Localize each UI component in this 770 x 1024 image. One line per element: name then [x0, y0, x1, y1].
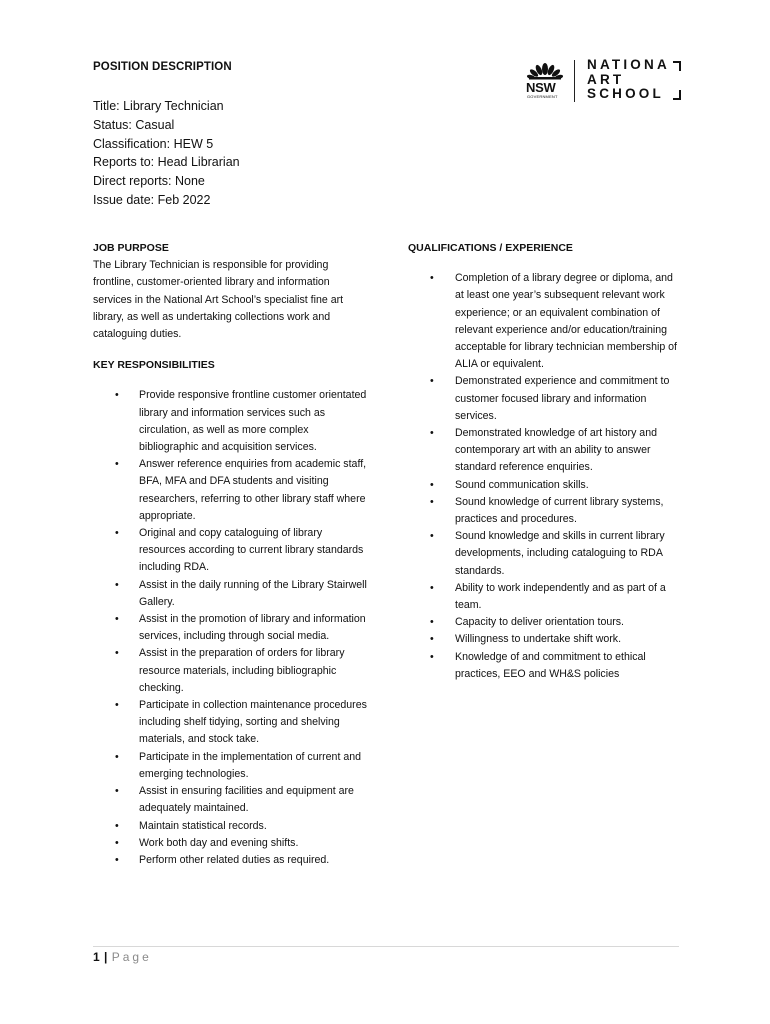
responsibility-item	[93, 749, 368, 783]
qualification-item	[408, 425, 678, 477]
bullet-icon: •	[115, 458, 119, 471]
nas-line-3: SCHOOL	[587, 86, 664, 101]
qualifications-heading: QUALIFICATIONS / EXPERIENCE	[408, 242, 573, 254]
bullet-icon: •	[115, 785, 119, 798]
footer	[93, 950, 152, 964]
left-column	[93, 240, 368, 869]
bullet-icon: •	[430, 272, 434, 285]
page-number: 1	[93, 950, 101, 964]
meta-classification: Classification: HEW 5	[93, 136, 214, 151]
responsibility-item-text: Assist in the promotion of library and information services, including through social media.	[139, 613, 366, 643]
qualification-item	[408, 373, 678, 425]
qualification-item-text: Sound communication skills.	[455, 478, 589, 491]
footer-divider	[93, 946, 679, 947]
qualification-item	[408, 631, 678, 648]
bullet-icon: •	[430, 375, 434, 388]
national-art-school-wordmark	[587, 58, 670, 102]
meta-block	[93, 97, 240, 210]
qualification-item-text: Capacity to deliver orientation tours.	[455, 616, 624, 629]
nsw-wordmark: NSW	[526, 80, 556, 95]
meta-direct-reports: Direct reports: None	[93, 174, 205, 189]
meta-reports-to: Reports to: Head Librarian	[93, 155, 240, 170]
responsibility-item	[93, 818, 368, 835]
corner-top-icon	[673, 61, 681, 71]
corner-bottom-icon	[673, 90, 681, 100]
responsibility-item	[93, 645, 368, 697]
bullet-icon: •	[115, 853, 119, 866]
responsibility-item	[93, 835, 368, 852]
qualification-item-text: Willingness to undertake shift work.	[455, 633, 622, 646]
responsibility-item-text: Perform other related duties as required.	[139, 853, 330, 866]
responsibility-item-text: Work both day and evening shifts.	[139, 836, 299, 849]
qualification-item-text: Completion of a library degree or diploma, and at least one year’s subsequent relevant work experience; or an equivalent combination of relevant experience and/or education/training acceptable for library technician membership of ALIA or equivalent.	[455, 272, 677, 371]
responsibility-item	[93, 387, 368, 456]
bullet-icon: •	[430, 495, 434, 508]
responsibility-item-text: Assist in the daily running of the Library Stairwell Gallery.	[139, 578, 367, 608]
responsibility-item-text: Participate in collection maintenance procedures including shelf tidying, sorting and shelving materials, and stock take.	[139, 699, 367, 746]
meta-status: Status: Casual	[93, 117, 175, 132]
responsibility-item-text: Assist in ensuring facilities and equipment are adequately maintained.	[139, 785, 354, 815]
bullet-icon: •	[115, 699, 119, 712]
qualification-item	[408, 580, 678, 614]
bullet-icon: •	[430, 633, 434, 646]
page-label: Page	[111, 950, 152, 964]
responsibility-item-text: Maintain statistical records.	[139, 819, 267, 832]
responsibility-item	[93, 456, 368, 525]
logo-divider	[574, 60, 575, 102]
responsibility-item-text: Assist in the preparation of orders for library resource materials, including bibliographic checking.	[139, 647, 345, 694]
bullet-icon: •	[430, 650, 434, 663]
responsibility-item	[93, 783, 368, 817]
qualification-item-text: Ability to work independently and as part of a team.	[455, 581, 666, 612]
government-wordmark: GOVERNMENT	[527, 94, 558, 99]
bullet-icon: •	[430, 478, 434, 491]
responsibility-item	[93, 611, 368, 645]
bullet-icon: •	[430, 530, 434, 543]
qualification-item-text: Sound knowledge of current library systems, practices and procedures.	[455, 495, 664, 526]
page-title: POSITION DESCRIPTION	[93, 61, 232, 73]
responsibility-item-text: Answer reference enquiries from academic staff, BFA, MFA and DFA students and visiting researchers, referring to other library staff where appropriate.	[139, 458, 367, 522]
bullet-icon: •	[115, 647, 119, 660]
right-column	[408, 240, 678, 683]
bullet-icon: •	[115, 613, 119, 626]
bullet-icon: •	[115, 750, 119, 763]
responsibility-item-text: Original and copy cataloguing of library resources according to current library standards including RDA.	[139, 527, 364, 574]
bullet-icon: •	[115, 836, 119, 849]
responsibility-item	[93, 525, 368, 577]
nas-line-1: NATIONA	[587, 57, 670, 72]
qualifications-list	[408, 270, 678, 683]
responsibilities-list	[93, 387, 368, 869]
qualification-item	[408, 270, 678, 373]
bullet-icon: •	[430, 427, 434, 440]
bullet-icon: •	[115, 527, 119, 540]
qualification-item	[408, 649, 678, 683]
key-responsibilities-heading: KEY RESPONSIBILITIES	[93, 359, 215, 372]
bullet-icon: •	[430, 581, 434, 594]
responsibility-item	[93, 697, 368, 749]
logo	[524, 58, 684, 104]
bullet-icon: •	[115, 578, 119, 591]
qualification-item	[408, 614, 678, 631]
page-separator: |	[104, 950, 108, 964]
qualification-item-text: Sound knowledge and skills in current library developments, including cataloguing to RDA standards.	[455, 530, 665, 577]
nas-line-2: ART	[587, 71, 625, 87]
qualification-item	[408, 528, 678, 580]
job-purpose-heading: JOB PURPOSE	[93, 242, 169, 254]
qualification-item	[408, 477, 678, 494]
meta-title: Title: Library Technician	[93, 99, 224, 113]
bullet-icon: •	[115, 389, 119, 402]
qualification-item-text: Demonstrated knowledge of art history and contemporary art with an ability to answer standard reference enquiries.	[455, 427, 657, 474]
responsibility-item-text: Participate in the implementation of current and emerging technologies.	[139, 750, 362, 780]
bullet-icon: •	[430, 616, 434, 629]
responsibility-item	[93, 577, 368, 611]
meta-issue-date: Issue date: Feb 2022	[93, 192, 211, 207]
responsibility-item	[93, 852, 368, 869]
qualification-item-text: Knowledge of and commitment to ethical practices, EEO and WH&S policies	[455, 650, 646, 680]
responsibility-item-text: Provide responsive frontline customer orientated library and information services such as circulation, as well as more complex bibliographic and acquisition services.	[139, 389, 367, 454]
qualification-item-text: Demonstrated experience and commitment to customer focused library and information services.	[455, 375, 670, 422]
qualification-item	[408, 494, 678, 528]
job-purpose-text: The Library Technician is responsible for providing frontline, customer-oriented library and information services in the National Art School’s specialist fine art library, as well as undertaking collections work and cataloguing duties.	[93, 259, 344, 341]
bullet-icon: •	[115, 819, 119, 832]
